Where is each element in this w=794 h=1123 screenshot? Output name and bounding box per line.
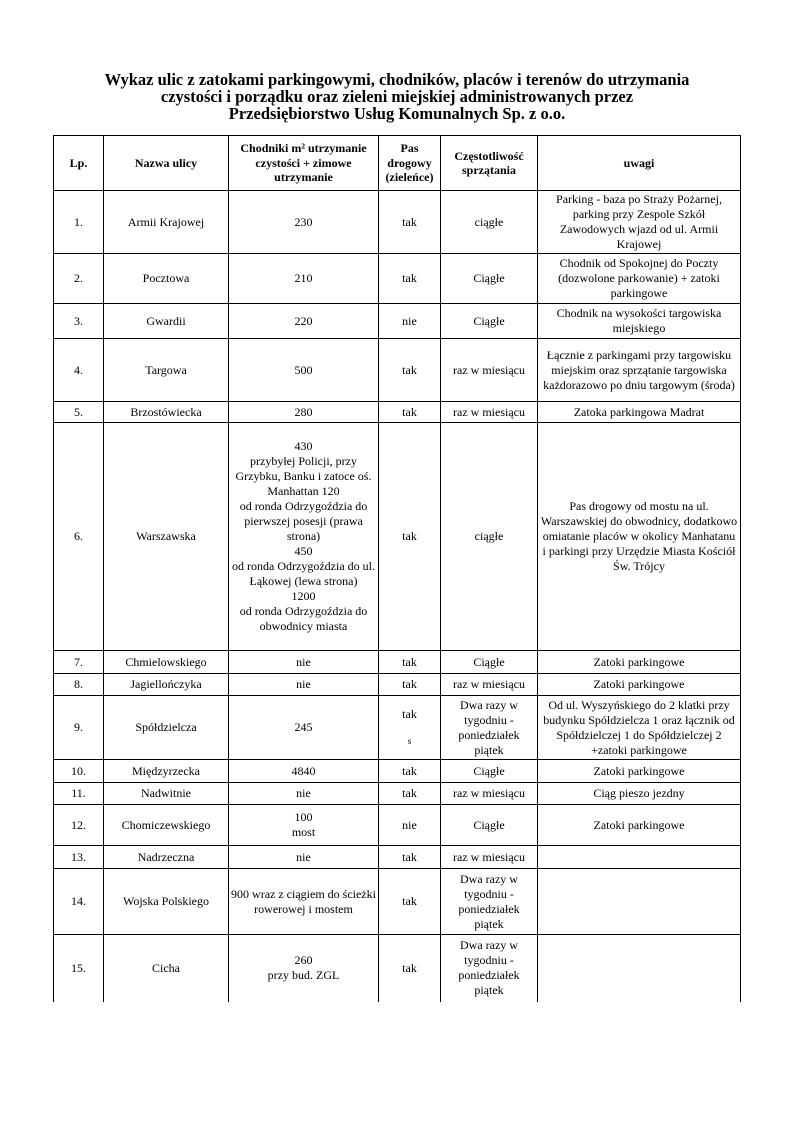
cell-lp: 10. bbox=[54, 760, 104, 783]
cell-sidewalks: 280 bbox=[229, 402, 379, 423]
cell-frequency: raz w miesiącu bbox=[441, 783, 538, 805]
cell-lp: 5. bbox=[54, 402, 104, 423]
table-row bbox=[54, 935, 741, 1002]
header-frequency: Częstotliwość sprzątania bbox=[441, 136, 538, 191]
header-lane: Pas drogowy (zieleńce) bbox=[379, 136, 441, 191]
cell-sidewalks bbox=[229, 805, 379, 846]
cell-frequency: Dwa razy w tygodniu - poniedziałek piątek bbox=[441, 869, 538, 935]
cell-notes: Od ul. Wyszyńskiego do 2 klatki przy budynku Spółdzielcza 1 oraz łącznik od Spółdzielczej 1 do Spółdzielczej 2 +zatoki parkingowe bbox=[538, 696, 741, 760]
cell-lane: tak bbox=[379, 339, 441, 402]
sidewalks-line: 430 bbox=[294, 439, 313, 453]
cell-notes: Chodnik na wysokości targowiska miejskiego bbox=[538, 304, 741, 339]
cell-lane: nie bbox=[379, 805, 441, 846]
cell-street: Armii Krajowej bbox=[104, 191, 229, 254]
table-row bbox=[54, 869, 741, 935]
cell-frequency: Dwa razy w tygodniu - poniedziałek piątek bbox=[441, 696, 538, 760]
cell-notes: Ciąg pieszo jezdny bbox=[538, 783, 741, 805]
cell-sidewalks: nie bbox=[229, 783, 379, 805]
table-row bbox=[54, 846, 741, 869]
cell-lane: tak bbox=[379, 935, 441, 1002]
header-notes: uwagi bbox=[538, 136, 741, 191]
cell-street: Spółdzielcza bbox=[104, 696, 229, 760]
header-street: Nazwa ulicy bbox=[104, 136, 229, 191]
cell-notes: Zatoka parkingowa Madrat bbox=[538, 402, 741, 423]
cell-street: Cicha bbox=[104, 935, 229, 1002]
title-line: czystości i porządku oraz zieleni miejskiej administrowanych przez bbox=[160, 87, 634, 106]
cell-lane: tak bbox=[379, 846, 441, 869]
cell-sidewalks: 4840 bbox=[229, 760, 379, 783]
sidewalks-line: od ronda Odrzygoździa do ul. Łąkowej (lewa strona) bbox=[232, 559, 375, 588]
streets-table bbox=[53, 135, 741, 1002]
table-header-row bbox=[54, 136, 741, 191]
cell-frequency: raz w miesiącu bbox=[441, 402, 538, 423]
cell-notes: Łącznie z parkingami przy targowisku miejskim oraz sprzątanie targowiska każdorazowo po dniu targowym (środa) bbox=[538, 339, 741, 402]
cell-lane: tak bbox=[379, 423, 441, 651]
table-row bbox=[54, 760, 741, 783]
cell-sidewalks bbox=[229, 935, 379, 1002]
sidewalks-line: przy bud. ZGL bbox=[267, 968, 340, 983]
sidewalks-line: 450 bbox=[294, 544, 313, 558]
cell-lp: 8. bbox=[54, 674, 104, 696]
cell-notes bbox=[538, 869, 741, 935]
table-row bbox=[54, 254, 741, 304]
table-row bbox=[54, 696, 741, 760]
table-row bbox=[54, 402, 741, 423]
lane-value: tak bbox=[402, 706, 417, 721]
sidewalks-line: most bbox=[291, 825, 316, 839]
cell-lp: 15. bbox=[54, 935, 104, 1002]
cell-sidewalks: 220 bbox=[229, 304, 379, 339]
table-row bbox=[54, 339, 741, 402]
cell-lane: nie bbox=[379, 304, 441, 339]
cell-notes bbox=[538, 846, 741, 869]
sidewalks-line: od ronda Odrzygoździa do obwodnicy miasta bbox=[239, 604, 368, 633]
cell-street: Jagiellończyka bbox=[104, 674, 229, 696]
cell-lane: tak bbox=[379, 674, 441, 696]
cell-sidewalks bbox=[229, 423, 379, 651]
cell-lp: 3. bbox=[54, 304, 104, 339]
sidewalks-line: od ronda Odrzygoździa do pierwszej posesji (prawa strona) bbox=[239, 499, 368, 543]
cell-street: Nadrzeczna bbox=[104, 846, 229, 869]
cell-lp: 9. bbox=[54, 696, 104, 760]
cell-lane: tak bbox=[379, 651, 441, 674]
document-title bbox=[40, 71, 754, 122]
cell-notes: Zatoki parkingowe bbox=[538, 760, 741, 783]
cell-street: Chmielowskiego bbox=[104, 651, 229, 674]
sidewalks-line: 260 bbox=[294, 953, 313, 968]
cell-notes: Zatoki parkingowe bbox=[538, 651, 741, 674]
cell-street: Targowa bbox=[104, 339, 229, 402]
cell-lp: 6. bbox=[54, 423, 104, 651]
cell-sidewalks: nie bbox=[229, 651, 379, 674]
cell-frequency: raz w miesiącu bbox=[441, 846, 538, 869]
cell-notes: Zatoki parkingowe bbox=[538, 674, 741, 696]
cell-frequency: raz w miesiącu bbox=[441, 674, 538, 696]
cell-lp: 4. bbox=[54, 339, 104, 402]
cell-lp: 11. bbox=[54, 783, 104, 805]
cell-sidewalks: 500 bbox=[229, 339, 379, 402]
cell-street: Wojska Polskiego bbox=[104, 869, 229, 935]
table-row bbox=[54, 674, 741, 696]
cell-street: Chomiczewskiego bbox=[104, 805, 229, 846]
cell-street: Międzyrzecka bbox=[104, 760, 229, 783]
cell-lane: tak bbox=[379, 402, 441, 423]
cell-frequency: Ciągłe bbox=[441, 760, 538, 783]
cell-street: Brzostówiecka bbox=[104, 402, 229, 423]
cell-lp: 2. bbox=[54, 254, 104, 304]
sidewalks-line: 100 bbox=[294, 810, 313, 824]
table-row bbox=[54, 783, 741, 805]
cell-sidewalks: nie bbox=[229, 846, 379, 869]
table-row bbox=[54, 191, 741, 254]
cell-sidewalks: 230 bbox=[229, 191, 379, 254]
cell-lp: 12. bbox=[54, 805, 104, 846]
cell-frequency: raz w miesiącu bbox=[441, 339, 538, 402]
table-row bbox=[54, 805, 741, 846]
sidewalks-line: przybyłej Policji, przy Grzybku, Banku i zatoce oś. Manhattan 120 bbox=[235, 454, 372, 498]
cell-frequency: Dwa razy w tygodniu - poniedziałek piątek bbox=[441, 935, 538, 1002]
cell-lane: tak bbox=[379, 760, 441, 783]
cell-notes: Parking - baza po Straży Pożarnej, parking przy Zespole Szkół Zawodowych wjazd od ul. Armii Krajowej bbox=[538, 191, 741, 254]
cell-frequency: ciągłe bbox=[441, 423, 538, 651]
sidewalks-line: 1200 bbox=[291, 589, 316, 603]
cell-sidewalks: 210 bbox=[229, 254, 379, 304]
cell-sidewalks: 245 bbox=[229, 696, 379, 760]
cell-frequency: Ciągłe bbox=[441, 254, 538, 304]
cell-frequency: ciągłe bbox=[441, 191, 538, 254]
cell-lp: 1. bbox=[54, 191, 104, 254]
table-row bbox=[54, 423, 741, 651]
title-line: Wykaz ulic z zatokami parkingowymi, chodników, placów i terenów do utrzymania bbox=[104, 70, 690, 89]
cell-lp: 14. bbox=[54, 869, 104, 935]
cell-frequency: Ciągłe bbox=[441, 651, 538, 674]
table-row bbox=[54, 651, 741, 674]
header-lp: Lp. bbox=[54, 136, 104, 191]
header-sidewalks: Chodniki m² utrzymanie czystości + zimowe utrzymanie bbox=[229, 136, 379, 191]
cell-notes bbox=[538, 935, 741, 1002]
cell-notes: Zatoki parkingowe bbox=[538, 805, 741, 846]
cell-notes: Chodnik od Spokojnej do Poczty (dozwolone parkowanie) + zatoki parkingowe bbox=[538, 254, 741, 304]
cell-sidewalks: nie bbox=[229, 674, 379, 696]
cell-street: Nadwitnie bbox=[104, 783, 229, 805]
cell-lane bbox=[379, 696, 441, 760]
cell-frequency: Ciągłe bbox=[441, 805, 538, 846]
cell-lane: tak bbox=[379, 869, 441, 935]
cell-lp: 7. bbox=[54, 651, 104, 674]
cell-street: Gwardii bbox=[104, 304, 229, 339]
cell-notes: Pas drogowy od mostu na ul. Warszawskiej do obwodnicy, dodatkowo omiatanie placów w okolicy Manhatanu i parkingi przy Urzędzie Miasta Kościół Św. Trójcy bbox=[538, 423, 741, 651]
title-line: Przedsiębiorstwo Usług Komunalnych Sp. z o.o. bbox=[228, 104, 566, 123]
cell-frequency: Ciągłe bbox=[441, 304, 538, 339]
cell-lane: tak bbox=[379, 191, 441, 254]
cell-lane: tak bbox=[379, 254, 441, 304]
cell-sidewalks: 900 wraz z ciągiem do ścieżki rowerowej i mostem bbox=[229, 869, 379, 935]
cell-street: Pocztowa bbox=[104, 254, 229, 304]
table-row bbox=[54, 304, 741, 339]
lane-mark: s bbox=[407, 735, 412, 746]
cell-lane: tak bbox=[379, 783, 441, 805]
cell-street: Warszawska bbox=[104, 423, 229, 651]
cell-lp: 13. bbox=[54, 846, 104, 869]
